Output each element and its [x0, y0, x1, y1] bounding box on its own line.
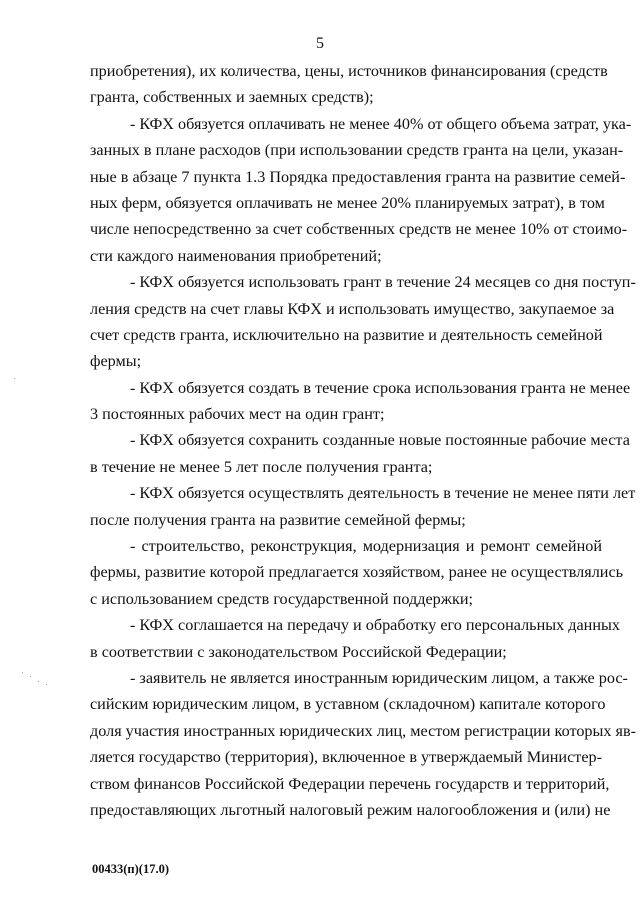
text-line: доля участия иностранных юридических лиц, местом регистрации которых яв- [90, 721, 637, 740]
text-line: в течение не менее 5 лет после получения гранта; [90, 457, 433, 476]
text-line: занных в плане расходов (при использовании средств гранта на цели, указан- [90, 141, 624, 160]
scan-speck [38, 681, 39, 682]
document-code: 00433(п)(17.0) [92, 862, 169, 876]
text-line: ных ферм, обязуется оплачивать не менее 20% планируемых затрат), в том [90, 193, 605, 212]
scan-speck [14, 378, 15, 379]
text-line: после получения гранта на развитие семейной фермы; [90, 510, 466, 529]
text-line: счет средств гранта, исключительно на развитие и деятельность семейной [90, 325, 603, 344]
text-line: фермы, развитие которой предлагается хозяйством, ранее не осуществлялись [90, 563, 624, 582]
scan-speck [30, 676, 31, 677]
text-line: ством финансов Российской Федерации перечень государств и территорий, [90, 774, 610, 793]
text-line: в соответствии с законодательством Российской Федерации; [90, 642, 507, 661]
text-line: предоставляющих льготный налоговый режим налогообложения и (или) не [90, 800, 611, 819]
document-body [90, 58, 637, 823]
text-line: - КФХ обязуется использовать грант в течение 24 месяцев со дня поступ- [130, 273, 636, 292]
text-line: с использованием средств государственной поддержки; [90, 589, 473, 608]
text-line: - заявитель не является иностранным юридическим лицом, а также рос- [130, 668, 628, 687]
text-line: гранта, собственных и заемных средств); [90, 88, 374, 107]
text-line: сийским юридическим лицом, в уставном (складочном) капитале которого [90, 695, 606, 714]
text-line: ляется государство (территория), включенное в утверждаемый Министер- [90, 748, 602, 767]
scan-speck [46, 684, 47, 685]
text-line: приобретения), их количества, цены, источников финансирования (средств [90, 62, 608, 80]
text-line: фермы; [90, 352, 142, 371]
scan-speck [22, 672, 23, 673]
text-line: 3 постоянных рабочих мест на один грант; [90, 405, 385, 424]
text-line: - КФХ обязуется сохранить созданные новые постоянные рабочие места [130, 431, 630, 450]
text-line: сти каждого наименования приобретений; [90, 246, 382, 265]
text-line: ления средств на счет главы КФХ и использовать имущество, закупаемое за [90, 299, 615, 318]
text-line: - КФХ соглашается на передачу и обработку его персональных данных [130, 616, 620, 635]
text-line: - строительство, реконструкция, модернизация и ремонт семейной [130, 537, 602, 556]
text-line: ные в абзаце 7 пункта 1.3 Порядка предоставления гранта на развитие семей- [90, 167, 626, 186]
text-line: - КФХ обязуется оплачивать не менее 40% от общего объема затрат, ука- [130, 114, 632, 133]
text-line: числе непосредственно за счет собственных средств не менее 10% от стоимо- [90, 220, 628, 239]
page-number: 5 [316, 35, 324, 52]
text-line: - КФХ обязуется осуществлять деятельность в течение не менее пяти лет [130, 484, 636, 503]
text-line: - КФХ обязуется создать в течение срока использования гранта не менее [130, 378, 631, 397]
